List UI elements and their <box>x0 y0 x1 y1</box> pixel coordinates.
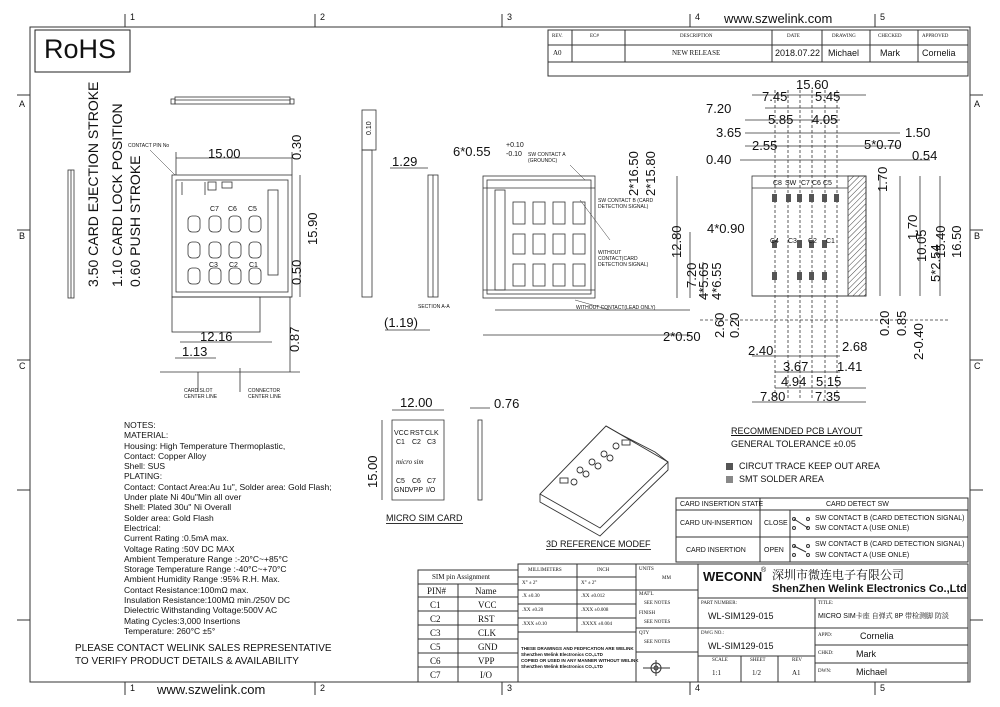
part-number: WL-SIM129-015 <box>708 611 774 621</box>
note-line: Storage Temperature Range :-40°C~+70°C <box>124 564 287 575</box>
sim-dim-0-76: 0.76 <box>494 396 520 411</box>
zone-row-a: A <box>19 99 26 109</box>
dim-5-85: 5.85 <box>768 112 794 127</box>
sim-dim-15: 15.00 <box>365 455 380 488</box>
pin-header-name: Name <box>475 586 497 596</box>
label-lock-position: 1.10 CARD LOCK POSITION <box>109 103 125 287</box>
dim-5x2-54: 5*2.54 <box>928 244 943 282</box>
contact-notice-1: PLEASE CONTACT WELINK SALES REPRESENTATIVE <box>75 643 332 654</box>
label-connector-center: CONNECTOR CENTER LINE <box>248 388 282 400</box>
dim-2-0-40: 2-0.40 <box>911 323 926 360</box>
note-line: Ambient Temperature Range :-20°C~+85°C <box>124 553 288 564</box>
website-bottom: www.szwelink.com <box>157 682 266 697</box>
note-line: Dielectric Withstanding Voltage:500V AC <box>124 605 278 616</box>
dim-1-70-a: 1.70 <box>875 166 890 192</box>
dim-1-41: 1.41 <box>837 359 863 374</box>
pcb-tolerance: GENERAL TOLERANCE ±0.05 <box>731 439 856 449</box>
pin-row-c5: C5 <box>430 642 441 652</box>
note-line: Mating Cycles:3,000 Insertions <box>124 615 241 626</box>
pin-row-c3: C3 <box>430 628 441 638</box>
note-line: Current Rating :0.5mA max. <box>124 533 229 544</box>
note-line: Contact: Contact Area:Au 1u", Solder area: Gold Flash; <box>124 481 332 492</box>
dwn-value: Michael <box>856 667 888 677</box>
rev-header-approved: APPROVED <box>922 34 949 39</box>
zone-row-b: B <box>19 231 26 241</box>
card-table-header-detect: CARD DETECT SW <box>826 501 889 508</box>
pcb-c1: C1 <box>826 238 835 245</box>
contact-c6: C6 <box>228 206 237 213</box>
label-card-slot-center: CARD SLOT CENTER LINE <box>184 388 218 400</box>
dim-1-50: 1.50 <box>905 125 931 140</box>
company-cn: 深圳市微连电子有限公司 <box>772 568 905 582</box>
pin-row-vcc: VCC <box>478 600 497 610</box>
sim-vcc: VCC <box>394 430 409 437</box>
contact-c2: C2 <box>229 262 238 269</box>
rev-value-drawing: Michael <box>828 48 860 58</box>
note-line: Contact: Copper Alloy <box>124 450 207 461</box>
chkd-value: Mark <box>856 649 876 659</box>
tol-inch-0: X° ± 2° <box>581 581 597 586</box>
dim-0-30: 0.30 <box>289 134 304 160</box>
sim-c5: C5 <box>396 478 405 485</box>
label-switch-b: SW CONTACT B (CARD DETECTION SIGNAL) <box>598 198 654 210</box>
dim-0-40: 0.40 <box>706 152 732 167</box>
pcb-c5: C5 <box>823 180 832 187</box>
dim-0-10: 0.10 <box>366 121 373 135</box>
pin-row-io: I/O <box>480 670 492 680</box>
sim-c3: C3 <box>427 439 436 446</box>
pcb-c2: C2 <box>808 238 817 245</box>
finish-value: SEE NOTES <box>644 620 671 625</box>
disclaimer-3: COPIED OR USED IN ANY MANNER WITHOUT WELINK <box>521 658 639 663</box>
card-table-header-state: CARD INSERTION STATE <box>680 501 764 508</box>
dim-5x0-70: 5*0.70 <box>864 137 902 152</box>
sim-c7: C7 <box>427 478 436 485</box>
label-push-stroke: 0.60 PUSH STROKE <box>127 155 143 287</box>
dim-0-85: 0.85 <box>894 310 909 336</box>
sheet-value: 1/2 <box>752 669 761 677</box>
sim-dim-12: 12.00 <box>400 395 433 410</box>
dim-7-20-pcb: 7.20 <box>706 101 732 116</box>
notes-block <box>124 420 424 636</box>
pcb-layout-title: RECOMMENDED PCB LAYOUT <box>731 426 863 436</box>
label-without-contact-lead: WITHOUT CONTACT(LEAD ONLY) <box>576 305 656 311</box>
pin-row-clk: CLK <box>478 628 496 638</box>
rohs-mark: RoHS <box>44 34 117 64</box>
tol-inch-2: .XXX ±0.008 <box>581 608 609 613</box>
dim-7-45: 7.45 <box>762 89 788 104</box>
dim-12-16: 12.16 <box>200 329 233 344</box>
rev-header-description: DESCRIPTION <box>680 34 713 39</box>
rev-value-description: NEW RELEASE <box>672 49 721 57</box>
contact-c7: C7 <box>210 206 219 213</box>
tol-mm-3: .XXX ±0.10 <box>522 622 547 627</box>
dwn-label: DWN: <box>818 669 832 674</box>
card-uninsert-line1: SW CONTACT B (CARD DETECTION SIGNAL) <box>815 515 965 522</box>
units-label: UNITS <box>639 567 654 572</box>
note-line: Under plate Ni 40u"Min all over <box>124 492 242 503</box>
rev-label: REV <box>792 658 802 663</box>
sim-c1: C1 <box>396 439 405 446</box>
legend-smt-solder: SMT SOLDER AREA <box>739 474 824 484</box>
dim-5-45: 5.45 <box>815 89 841 104</box>
dim-7-80: 7.80 <box>760 389 786 404</box>
qty-value: SEE NOTES <box>644 640 671 645</box>
zone-row-c-right: C <box>974 361 981 371</box>
finish-label: FINISH <box>639 611 656 616</box>
label-ejection-stroke: 3.50 CARD EJECTION STROKE <box>85 81 101 287</box>
company-en: ShenZhen Welink Electronics Co.,Ltd <box>772 583 967 595</box>
chkd-label: CHKD: <box>818 651 834 656</box>
pin-header-pin: PIN# <box>427 586 447 596</box>
card-insert-line1: SW CONTACT B (CARD DETECTION SIGNAL) <box>815 541 965 548</box>
dim-15-90: 15.90 <box>305 212 320 245</box>
tol-inch-3: .XXXX ±0.004 <box>581 622 612 627</box>
rev-header-date: DATE <box>787 34 800 39</box>
contact-c5: C5 <box>248 206 257 213</box>
dim-2-55: 2.55 <box>752 138 778 153</box>
dim-1-29: 1.29 <box>392 154 418 169</box>
pcb-c8: C8 <box>773 180 782 187</box>
label-contact-pin: CONTACT PIN No <box>128 143 170 149</box>
card-mode-open: OPEN <box>764 547 784 554</box>
dim-4x5-65: 4*5.65 <box>696 262 711 300</box>
dim-7-20: 7.20 <box>684 262 699 288</box>
dim-0-54: 0.54 <box>912 148 938 163</box>
dim-15-40: 15.40 <box>933 225 948 258</box>
pcb-sw: SW <box>785 180 797 187</box>
dim-tol-plus: +0.10 <box>506 142 524 149</box>
pin-row-c1: C1 <box>430 600 441 610</box>
note-line: NOTES: <box>124 420 156 430</box>
legend-keep-out: CIRCUT TRACE KEEP OUT AREA <box>739 461 880 471</box>
pcb-c3: C3 <box>788 238 797 245</box>
dim-5-15: 5.15 <box>816 374 842 389</box>
rev-header-rev: REV. <box>552 34 563 39</box>
dim-4-05: 4.05 <box>812 112 838 127</box>
zone-col-3: 3 <box>507 12 513 22</box>
appd-value: Cornelia <box>860 631 894 641</box>
dim-tol-minus: -0.10 <box>506 151 522 158</box>
card-state-insert: CARD INSERTION <box>686 547 746 554</box>
sim-io: I/O <box>426 487 436 494</box>
dim-0-20-pcb: 0.20 <box>877 310 892 336</box>
sim-clk: CLK <box>425 430 439 437</box>
card-mode-close: CLOSE <box>764 520 788 527</box>
zone-col-1: 1 <box>130 12 136 22</box>
dim-3-65: 3.65 <box>716 125 742 140</box>
note-line: MATERIAL: <box>124 430 169 441</box>
zone-col-5: 5 <box>880 12 886 22</box>
pin-row-gnd: GND <box>478 642 498 652</box>
dim-12-80: 12.80 <box>669 225 684 258</box>
rev-header-checked: CHECKED <box>878 34 902 39</box>
drawing-title: MICRO SIM卡座 自弹式 8P 带检测脚 防淡 <box>818 613 949 620</box>
dim-0-20-mid: 0.20 <box>727 312 742 338</box>
zone-col-4: 4 <box>695 12 701 22</box>
note-line: Ambient Humidity Range :95% R.H. Max. <box>124 574 280 585</box>
dim-2x0-50: 2*0.50 <box>663 329 701 344</box>
pcb-c6: C6 <box>812 180 821 187</box>
dim-15-00: 15.00 <box>208 146 241 161</box>
tol-header-mm: MILLIMETERS <box>528 568 562 573</box>
tol-mm-1: .X ±0.30 <box>522 594 540 599</box>
card-uninsert-line2: SW CONTACT A (USE ONLE) <box>815 525 910 532</box>
note-line: Contact Resistance:100mΩ max. <box>124 584 249 595</box>
pin-row-c7: C7 <box>430 670 441 680</box>
scale-label: SCALE <box>712 658 728 663</box>
note-line: Shell: Plated 30u'' Ni Overall <box>124 502 232 513</box>
contact-notice-2: TO VERIFY PRODUCT DETAILS & AVAILABILITY <box>75 656 299 667</box>
part-label: PART NUMBER: <box>701 601 737 606</box>
zone-col-2-bottom: 2 <box>320 683 326 693</box>
sim-card-label: micro sim <box>396 458 424 466</box>
dim-1-70-b: 1.70 <box>905 214 920 240</box>
dim-4x6-55: 4*6.55 <box>709 262 724 300</box>
rev-header-ec: EC# <box>590 34 599 39</box>
dim-4x0-90: 4*0.90 <box>707 221 745 236</box>
dim-7-35: 7.35 <box>815 389 841 404</box>
label-without-contact-card: WITHOUT CONTACT(CARD DETECTION SIGNAL) <box>598 250 649 268</box>
dim-15-60: 15.60 <box>796 77 829 92</box>
tol-mm-2: .XX ±0.20 <box>522 608 544 613</box>
pcb-c4: C4 <box>770 238 779 245</box>
card-state-uninsert: CARD UN-INSERTION <box>680 520 753 527</box>
dwg-label: DWG NO.: <box>701 631 725 636</box>
rev-value-checked: Mark <box>880 48 900 58</box>
rev-header-drawing: DRAWING <box>832 34 856 39</box>
dim-2-40: 2.40 <box>748 343 774 358</box>
note-line: Insulation Resistance:100MΩ min./250V DC <box>124 595 291 606</box>
sim-c2: C2 <box>412 439 421 446</box>
dim-2x15-80: 2*15.80 <box>643 151 658 196</box>
zone-col-5-bottom: 5 <box>880 683 886 693</box>
units-value: MM <box>662 576 671 581</box>
sim-gnd: GND <box>394 487 410 494</box>
micro-sim-card-title: MICRO SIM CARD <box>386 513 463 523</box>
sheet-label: SHEET <box>750 658 766 663</box>
note-line: Temperature: 260°C ±5° <box>124 625 216 636</box>
scale-value: 1:1 <box>712 669 721 677</box>
note-line: Electrical: <box>124 522 161 533</box>
zone-row-b-right: B <box>974 231 981 241</box>
matl-label: MAT'L <box>639 592 654 597</box>
zone-col-1-bottom: 1 <box>130 683 136 693</box>
appd-label: APPD: <box>818 633 833 638</box>
zone-col-4-bottom: 4 <box>695 683 701 693</box>
qty-label: QTY <box>639 631 650 636</box>
note-line: Housing: High Temperature Thermoplastic, <box>124 440 286 451</box>
dim-1-19: (1.19) <box>384 315 418 330</box>
pin-row-rst: RST <box>478 614 495 624</box>
label-switch-a: SW CONTACT A (GROUNDC) <box>528 152 566 164</box>
pin-row-c6: C6 <box>430 656 441 666</box>
sim-rst: RST <box>410 430 424 437</box>
disclaimer-1: THESE DRAWINGS AND FEDFICATION ARE WELINK <box>521 646 634 651</box>
pin-row-vpp: VPP <box>478 656 495 666</box>
dim-0-50: 0.50 <box>289 259 304 285</box>
tol-mm-0: X° ± 2° <box>522 581 538 586</box>
dim-16-50: 16.50 <box>949 225 964 258</box>
brand-logo: WECONN <box>703 569 763 584</box>
pin-row-c2: C2 <box>430 614 441 624</box>
sim-c6: C6 <box>412 478 421 485</box>
disclaimer-4: ShenZhen Welink Electronics CO.,LTD <box>521 664 603 669</box>
pcb-c7: C7 <box>801 180 810 187</box>
dim-2x16-50: 2*16.50 <box>626 151 641 196</box>
pin-table-title: SIM pin Assignment <box>432 573 490 581</box>
dim-3-67: 3.67 <box>783 359 809 374</box>
dwg-number: WL-SIM129-015 <box>708 641 774 651</box>
dim-6x0-55: 6*0.55 <box>453 144 491 159</box>
brand-registered: ® <box>761 567 767 574</box>
disclaimer-2: ShenZhen Welink Electronics CO.,LTD <box>521 652 603 657</box>
dim-2-68: 2.68 <box>842 339 868 354</box>
note-line: Solder area: Gold Flash <box>124 512 214 523</box>
matl-value: SEE NOTES <box>644 601 671 606</box>
dim-2-60: 2.60 <box>712 312 727 338</box>
rev-value-approved: Cornelia <box>922 48 956 58</box>
rev-value: A1 <box>792 669 801 677</box>
sim-vpp: VPP <box>409 487 424 494</box>
website-top: www.szwelink.com <box>724 11 833 26</box>
tol-inch-1: .XX ±0.012 <box>581 594 605 599</box>
label-section-aa: SECTION A-A <box>418 304 450 310</box>
note-line: Voltage Rating :50V DC MAX <box>124 543 235 554</box>
zone-col-2: 2 <box>320 12 326 22</box>
rev-value-rev: A0 <box>553 49 562 57</box>
rev-value-date: 2018.07.22 <box>775 48 821 58</box>
contact-c3: C3 <box>209 262 218 269</box>
dim-10-05: 10.05 <box>914 229 929 262</box>
card-insert-line2: SW CONTACT A (USE ONLE) <box>815 552 910 559</box>
zone-col-3-bottom: 3 <box>507 683 513 693</box>
dim-0-87: 0.87 <box>287 326 302 352</box>
dim-4-94: 4.94 <box>781 374 807 389</box>
ref-model-title: 3D REFERENCE MODEF <box>546 539 651 549</box>
contact-c1: C1 <box>249 262 258 269</box>
tol-header-inch: INCH <box>597 568 610 573</box>
dim-1-13: 1.13 <box>182 344 208 359</box>
zone-row-c: C <box>19 361 26 371</box>
zone-row-a-right: A <box>974 99 981 109</box>
note-line: Shell: SUS <box>124 461 166 472</box>
title-label: TITLE: <box>818 601 834 606</box>
note-line: PLATING: <box>124 471 163 482</box>
